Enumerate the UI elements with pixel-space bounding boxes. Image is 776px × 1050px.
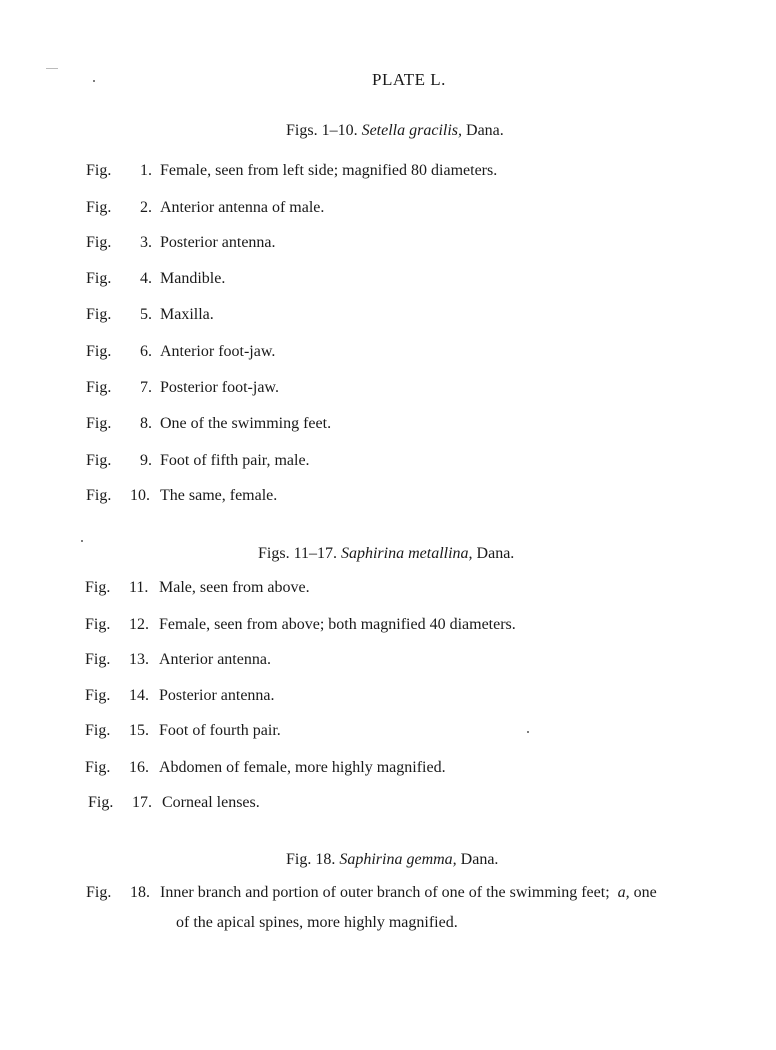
figure-caption-9 xyxy=(86,452,310,470)
fig-text: Anterior antenna. xyxy=(159,651,271,668)
fig-label: Fig. xyxy=(86,487,112,504)
fig-label: Fig. xyxy=(85,722,111,739)
figure-caption-6 xyxy=(86,343,275,361)
section-heading-setella xyxy=(286,122,504,140)
species-name: Saphirina metallina, xyxy=(340,545,473,562)
fig-text: Male, seen from above. xyxy=(159,579,310,596)
fig-label: Fig. xyxy=(86,306,112,323)
figure-caption-10 xyxy=(86,487,277,505)
scan-speck xyxy=(93,80,95,82)
species-authority: Dana. xyxy=(460,851,499,868)
fig-text: Anterior antenna of male. xyxy=(160,199,325,216)
figure-caption-13 xyxy=(85,651,271,669)
figure-caption-2 xyxy=(86,199,324,217)
figure-caption-14 xyxy=(85,687,275,705)
fig-text: Posterior foot-jaw. xyxy=(160,379,279,396)
fig-label: Fig. xyxy=(88,794,114,811)
fig-text: The same, female. xyxy=(160,487,278,504)
figure-caption-16 xyxy=(85,759,446,777)
fig-number: 18. xyxy=(130,884,150,901)
fig-number: 11. xyxy=(129,579,149,596)
fig-number: 8. xyxy=(140,415,152,432)
fig-text: Female, seen from above; both magnified 40 diameters. xyxy=(159,616,516,633)
figure-caption-11 xyxy=(85,579,310,597)
fig-label: Fig. xyxy=(86,415,112,432)
figure-caption-8 xyxy=(86,415,331,433)
fig-text: Foot of fifth pair, male. xyxy=(160,452,310,469)
section-heading-saphirina-metallina xyxy=(258,545,514,563)
fig-number: 5. xyxy=(140,306,152,323)
fig-text: Posterior antenna. xyxy=(159,687,275,704)
fig-label: Fig. xyxy=(86,270,112,287)
section-figs-range: Figs. 1–10. xyxy=(286,122,358,139)
fig-label: Fig. xyxy=(86,234,112,251)
fig-number: 7. xyxy=(140,379,152,396)
figure-caption-12 xyxy=(85,616,516,634)
fig-text: Female, seen from left side; magnified 80 diameters. xyxy=(160,162,498,179)
figure-caption-15 xyxy=(85,722,281,740)
fig-number: 12. xyxy=(129,616,149,633)
fig-number: 15. xyxy=(129,722,149,739)
species-authority: Dana. xyxy=(466,122,504,139)
fig-number: 16. xyxy=(129,759,149,776)
fig-number: 4. xyxy=(140,270,152,287)
fig-text: Corneal lenses. xyxy=(162,794,260,811)
fig-label: Fig. xyxy=(85,651,111,668)
fig-label-a: a, xyxy=(617,884,630,901)
fig-number: 10. xyxy=(130,487,150,504)
figure-caption-18-continuation: of the apical spines, more highly magnified. xyxy=(176,914,458,931)
species-name: Setella gracilis, xyxy=(361,122,463,139)
fig-text: Maxilla. xyxy=(160,306,214,323)
fig-label: Fig. xyxy=(86,379,112,396)
fig-label: Fig. xyxy=(85,616,111,633)
figure-caption-1 xyxy=(86,162,497,180)
fig-number: 3. xyxy=(140,234,152,251)
fig-text: Foot of fourth pair. xyxy=(159,722,281,739)
fig-label: Fig. xyxy=(86,162,112,179)
species-name: Saphirina gemma, xyxy=(339,851,457,868)
scan-speck xyxy=(81,540,83,542)
scan-speck xyxy=(46,68,58,69)
figure-caption-18 xyxy=(86,884,657,902)
fig-number: 17. xyxy=(132,794,152,811)
fig-number: 14. xyxy=(129,687,149,704)
figure-caption-17 xyxy=(88,794,260,812)
section-figs-range: Figs. 11–17. xyxy=(258,545,337,562)
figure-caption-5 xyxy=(86,306,214,324)
fig-text: Mandible. xyxy=(160,270,226,287)
figure-caption-7 xyxy=(86,379,279,397)
section-heading-saphirina-gemma xyxy=(286,851,498,869)
figure-caption-3 xyxy=(86,234,276,252)
fig-label: Fig. xyxy=(85,759,111,776)
fig-number: 2. xyxy=(140,199,152,216)
scan-speck xyxy=(527,731,529,733)
fig-label: Fig. xyxy=(86,452,112,469)
plate-title: PLATE L. xyxy=(372,70,446,89)
fig-text: Abdomen of female, more highly magnified. xyxy=(159,759,446,776)
fig-text: Anterior foot-jaw. xyxy=(160,343,276,360)
fig-number: 9. xyxy=(140,452,152,469)
fig-text-tail: one xyxy=(633,884,657,901)
fig-number: 1. xyxy=(140,162,152,179)
fig-number: 6. xyxy=(140,343,152,360)
fig-text: One of the swimming feet. xyxy=(160,415,332,432)
fig-number: 13. xyxy=(129,651,149,668)
fig-text: Posterior antenna. xyxy=(160,234,276,251)
figure-caption-4 xyxy=(86,270,225,288)
species-authority: Dana. xyxy=(476,545,515,562)
fig-label: Fig. xyxy=(85,579,111,596)
fig-label: Fig. xyxy=(86,884,112,901)
fig-label: Fig. xyxy=(85,687,111,704)
fig-label: Fig. xyxy=(86,343,112,360)
section-figs-range: Fig. 18. xyxy=(286,851,336,868)
fig-label: Fig. xyxy=(86,199,112,216)
fig-text: Inner branch and portion of outer branch of one of the swimming feet; xyxy=(160,884,610,901)
